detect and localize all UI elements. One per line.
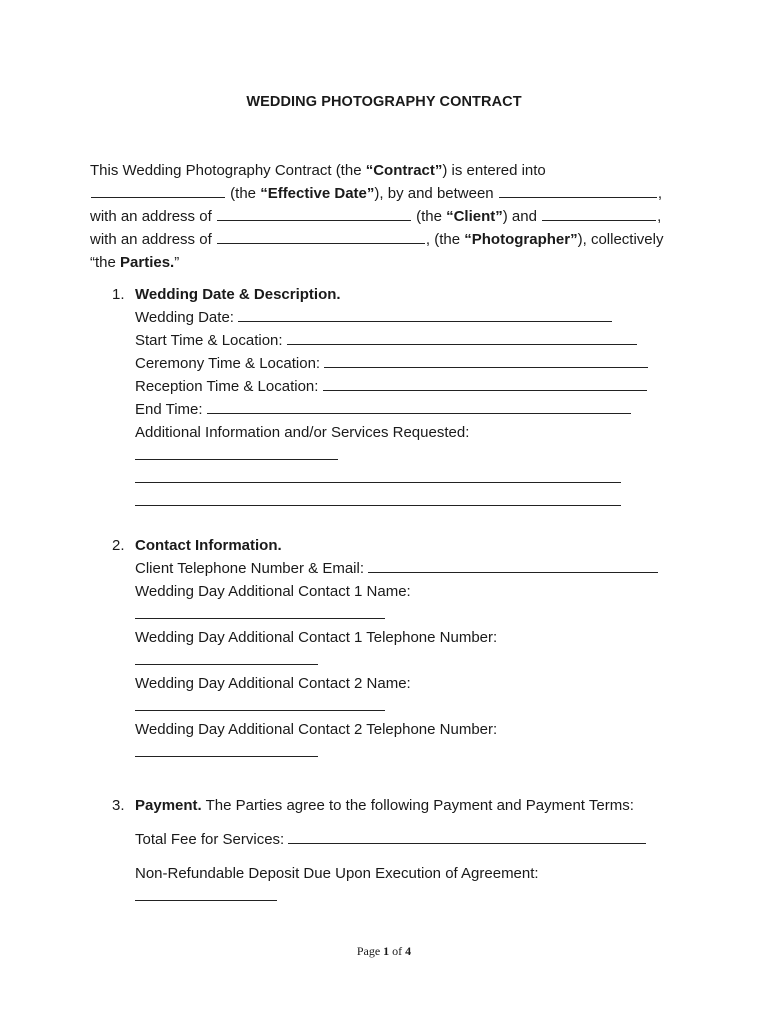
- intro-text: ,: [657, 208, 662, 225]
- field-label: Wedding Date:: [135, 309, 239, 326]
- section-heading: [135, 534, 715, 557]
- total-fee-row: [135, 828, 715, 851]
- section-number: 3.: [112, 797, 125, 814]
- intro-text: ) and: [502, 208, 542, 225]
- contract-term: “Contract”: [365, 162, 443, 179]
- deposit-line: [135, 885, 715, 908]
- field-label: Ceremony Time & Location:: [135, 355, 325, 372]
- additional-info-blank-3[interactable]: [135, 490, 621, 506]
- section-number: 1.: [112, 286, 125, 303]
- field-label: Start Time & Location:: [135, 332, 287, 349]
- section-heading: [135, 794, 715, 817]
- field-label: Total Fee for Services:: [135, 831, 289, 848]
- intro-text: This Wedding Photography Contract (the: [90, 162, 366, 179]
- section-heading-text: Payment.: [135, 797, 202, 814]
- contact1-name-row: [135, 580, 715, 603]
- client-phone-blank[interactable]: [368, 557, 658, 573]
- client-phone-row: [135, 557, 715, 580]
- field-label: End Time:: [135, 401, 207, 418]
- intro-text: ,: [657, 185, 662, 202]
- contact1-phone-blank[interactable]: [135, 649, 318, 665]
- wedding-date-row: [135, 306, 715, 329]
- additional-info-blank-2[interactable]: [135, 467, 621, 483]
- intro-text: “the: [90, 254, 121, 271]
- additional-info-line-3: [135, 490, 715, 513]
- intro-text: , (the: [425, 231, 465, 248]
- section-heading: [135, 283, 715, 306]
- footer-of: of: [389, 944, 406, 958]
- field-label: Non-Refundable Deposit Due Upon Execution of Agreement:: [135, 865, 539, 882]
- intro-text: with an address of: [90, 208, 216, 225]
- client-term: “Client”: [446, 208, 503, 225]
- intro-paragraph: [90, 159, 690, 274]
- intro-text: with an address of: [90, 231, 216, 248]
- contact2-phone-blank[interactable]: [135, 741, 318, 757]
- contact1-phone-row: [135, 626, 715, 649]
- field-label: Wedding Day Additional Contact 2 Telephone Number:: [135, 721, 498, 738]
- start-time-blank[interactable]: [287, 329, 637, 345]
- total-page-count: 4: [405, 944, 412, 958]
- contact2-name-line: [135, 695, 715, 718]
- intro-text: ), by and between: [374, 185, 498, 202]
- additional-info-line-2: [135, 467, 715, 490]
- page-footer: [0, 944, 768, 959]
- intro-line-4: [90, 228, 690, 251]
- additional-info-blank-1[interactable]: [135, 444, 338, 460]
- intro-text: ”: [174, 254, 180, 271]
- contact1-name-blank[interactable]: [135, 603, 385, 619]
- end-time-blank[interactable]: [207, 398, 631, 414]
- footer-prefix: Page: [356, 944, 384, 958]
- intro-text: ), collectively: [577, 231, 664, 248]
- section-heading-text: Contact Information.: [135, 537, 282, 554]
- deposit-blank[interactable]: [135, 885, 277, 901]
- field-label: Additional Information and/or Services Requested:: [135, 424, 470, 441]
- photographer-term: “Photographer”: [464, 231, 578, 248]
- section-number: 2.: [112, 537, 125, 554]
- document-title: WEDDING PHOTOGRAPHY CONTRACT: [246, 94, 522, 110]
- current-page-number: 1: [383, 944, 390, 958]
- field-label: Wedding Day Additional Contact 1 Name:: [135, 583, 411, 600]
- photographer-name-blank[interactable]: [542, 206, 656, 221]
- contact2-phone-line: [135, 741, 715, 764]
- photographer-address-blank[interactable]: [217, 229, 425, 244]
- reception-time-row: [135, 375, 715, 398]
- intro-line-3: [90, 205, 690, 228]
- parties-term: Parties.: [120, 254, 175, 271]
- contact2-name-row: [135, 672, 715, 695]
- additional-info-row: [135, 421, 715, 444]
- contact1-name-line: [135, 603, 715, 626]
- client-name-blank[interactable]: [499, 183, 657, 198]
- intro-line-1: [90, 159, 690, 182]
- client-address-blank[interactable]: [217, 206, 411, 221]
- field-label: Client Telephone Number & Email:: [135, 560, 369, 577]
- field-label: Wedding Day Additional Contact 1 Telephone Number:: [135, 629, 498, 646]
- intro-text: (the: [411, 208, 447, 225]
- reception-time-blank[interactable]: [323, 375, 647, 391]
- field-label: Wedding Day Additional Contact 2 Name:: [135, 675, 411, 692]
- contact1-phone-line: [135, 649, 715, 672]
- end-time-row: [135, 398, 715, 421]
- contact2-phone-row: [135, 718, 715, 741]
- contact2-name-blank[interactable]: [135, 695, 385, 711]
- intro-line-2: [90, 182, 690, 205]
- additional-info-line-1: [135, 444, 715, 467]
- effective-date-term: “Effective Date”: [260, 185, 375, 202]
- wedding-date-blank[interactable]: [238, 306, 612, 322]
- section-heading-text: Wedding Date & Description.: [135, 286, 341, 303]
- deposit-row: [135, 862, 715, 885]
- ceremony-time-row: [135, 352, 715, 375]
- ceremony-time-blank[interactable]: [324, 352, 648, 368]
- intro-line-5: [90, 251, 690, 274]
- effective-date-blank[interactable]: [91, 183, 225, 198]
- field-label: Reception Time & Location:: [135, 378, 323, 395]
- section-heading-rest: The Parties agree to the following Payment and Payment Terms:: [201, 797, 634, 814]
- start-time-row: [135, 329, 715, 352]
- intro-text: (the: [226, 185, 261, 202]
- total-fee-blank[interactable]: [288, 828, 646, 844]
- intro-text: ) is entered into: [442, 162, 546, 179]
